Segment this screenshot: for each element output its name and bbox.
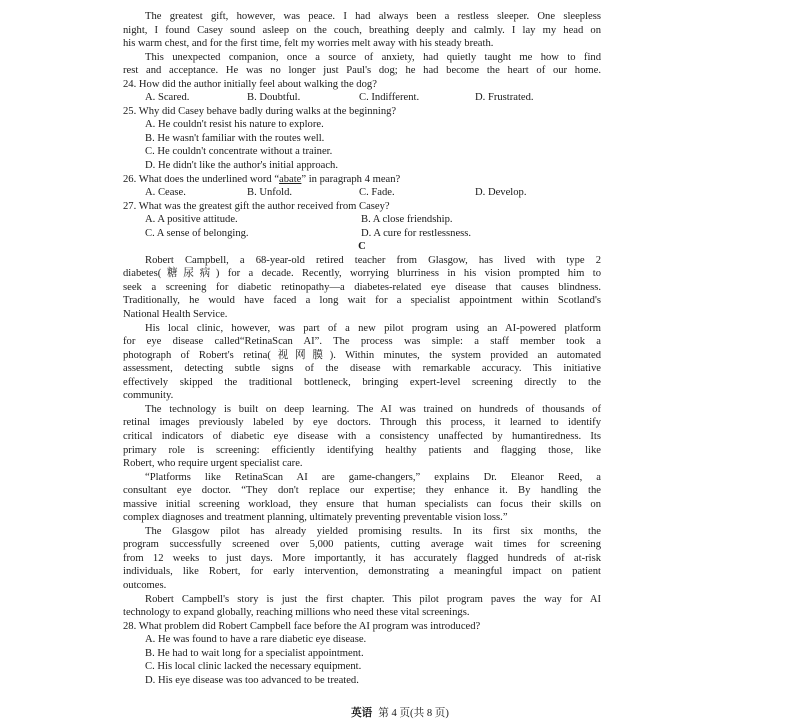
question-26-options	[123, 186, 601, 200]
passage-line: primary role is screening: efficiently identifying healthy patients and flagging those, like	[123, 444, 601, 456]
footer-page-number: 第 4 页(共 8 页)	[378, 708, 449, 719]
passage-line: photograph of Robert's retina(视网膜). Within minutes, the system provided an automated	[123, 349, 601, 361]
option-c[interactable]: C. His local clinic lacked the necessary equipment.	[145, 661, 362, 673]
option-d[interactable]: D. Develop.	[475, 187, 527, 199]
passage-line: from 12 weeks to just days. More importantly, it has accurately flagged hundreds of at-risk	[123, 552, 601, 564]
question-24-options	[123, 91, 601, 105]
passage-line: assessment, detecting subtle signs of the disease with remarkable accuracy. This initiative	[123, 363, 601, 375]
question-28-stem: 28. What problem did Robert Campbell face before the AI program was introduced?	[123, 620, 481, 632]
passage-line: community.	[123, 390, 174, 402]
option-d[interactable]: D. His eye disease was too advanced to be treated.	[145, 674, 359, 686]
passage-line: individuals, like Robert, for early intervention, demonstrating a meaningful impact on patient	[123, 566, 601, 578]
option-d[interactable]: D. He didn't like the author's initial approach.	[145, 160, 338, 172]
passage-line: Robert, who require urgent specialist care.	[123, 458, 303, 470]
passage-line: Traditionally, he would have faced a long wait for a specialist appointment within Scotland's	[123, 295, 601, 307]
option-b[interactable]: B. A close friendship.	[361, 214, 453, 226]
question-27-stem: 27. What was the greatest gift the author received from Casey?	[123, 200, 390, 212]
passage-line: his warm chest, and for the first time, felt my worries melt away with his steady breath.	[123, 38, 494, 50]
passage-line: diabetes(糖尿病) for a decade. Recently, worrying blurriness in his vision prompted him to	[123, 268, 601, 280]
passage-line: for eye disease called“RetinaScan AI”. The process was simple: a staff member took a	[123, 336, 601, 348]
passage-line: The greatest gift, however, was peace. I had always been a restless sleeper. One sleepless	[145, 11, 601, 22]
option-c[interactable]: C. A sense of belonging.	[145, 227, 249, 239]
option-a[interactable]: A. Cease.	[145, 187, 186, 199]
footer-subject: 英语	[351, 708, 373, 719]
page-footer	[0, 705, 800, 720]
passage-line: The Glasgow pilot has already yielded promising results. In its first six months, the	[145, 525, 601, 537]
passage-line: Robert Campbell, a 68-year-old retired teacher from Glasgow, has lived with type 2	[145, 254, 601, 266]
passage-line: His local clinic, however, was part of a new pilot program using an AI-powered platform	[145, 322, 601, 334]
option-a[interactable]: A. Scared.	[145, 92, 190, 104]
option-a[interactable]: A. He was found to have a rare diabetic eye disease.	[145, 634, 367, 646]
passage-line: retinal images previously labeled by eye doctors. Through this process, it learned to identify	[123, 417, 601, 429]
page-content	[123, 10, 601, 687]
option-b[interactable]: B. Unfold.	[247, 187, 293, 199]
option-c[interactable]: C. He couldn't concentrate without a trainer.	[145, 146, 333, 158]
passage-line: seek a screening for diabetic retinopathy—a diabetes-related eye disease that causes blindness.	[123, 281, 601, 293]
question-26-stem	[123, 173, 601, 187]
passage-line: rest and acceptance. He was no longer just Paul's dog; he had become the heart of our home.	[123, 65, 601, 77]
passage-line: The technology is built on deep learning. The AI was trained on hundreds of thousands of	[145, 403, 601, 415]
option-a[interactable]: A. He couldn't resist his nature to explore.	[145, 119, 324, 131]
passage-line: critical indicators of diabetic eye disease with a consistency unaffected by humantiredness. Its	[123, 430, 601, 442]
option-d[interactable]: D. Frustrated.	[475, 92, 534, 104]
question-27-options-row1	[123, 213, 601, 227]
option-b[interactable]: B. He had to wait long for a specialist appointment.	[145, 647, 364, 659]
passage-line: program successfully screened over 5,000 patients, cutting average wait times for screening	[123, 539, 601, 551]
option-b[interactable]: B. Doubtful.	[247, 92, 301, 104]
option-a[interactable]: A. A positive attitude.	[145, 214, 238, 226]
passage-line: Robert Campbell's story is just the first chapter. This pilot program paves the way for AI	[145, 593, 601, 605]
stem-suffix: ” in paragraph 4 mean?	[301, 173, 401, 185]
option-d[interactable]: D. A cure for restlessness.	[361, 227, 472, 239]
passage-line: massive initial screening workload, they ensure that human specialists can focus their skills on	[123, 498, 601, 510]
stem-prefix: 26. What does the underlined word “	[123, 173, 280, 185]
question-25-stem: 25. Why did Casey behave badly during walks at the beginning?	[123, 105, 397, 117]
passage-line: “Platforms like RetinaScan AI are game-changers,” explains Dr. Eleanor Reed, a	[145, 471, 601, 483]
passage-line: This unexpected companion, once a source of anxiety, had quietly taught me how to find	[145, 51, 601, 63]
passage-line: technology to expand globally, reaching millions who need these vital screenings.	[123, 607, 470, 619]
passage-line: effectively skipped the traditional bottleneck, bringing expert-level screening directly to the	[123, 376, 601, 388]
question-27-options-row2	[123, 227, 601, 241]
underlined-word: abate	[279, 173, 302, 185]
passage-line: night, I found Casey sound asleep on the couch, breathing deeply and calmly. I lay my head on	[123, 24, 601, 36]
passage-line: complex diagnoses and treatment planning, ultimately preventing preventable vision loss.”	[123, 512, 508, 524]
section-c-heading: C	[358, 241, 366, 253]
option-c[interactable]: C. Indifferent.	[359, 92, 420, 104]
passage-line: National Health Service.	[123, 309, 228, 321]
option-c[interactable]: C. Fade.	[359, 187, 395, 199]
passage-line: outcomes.	[123, 579, 167, 591]
option-b[interactable]: B. He wasn't familiar with the routes well.	[145, 132, 325, 144]
question-24-stem: 24. How did the author initially feel about walking the dog?	[123, 78, 377, 90]
passage-line: consultant eye doctor. “They don't replace our expertise; they enhance it. By handling the	[123, 485, 601, 497]
